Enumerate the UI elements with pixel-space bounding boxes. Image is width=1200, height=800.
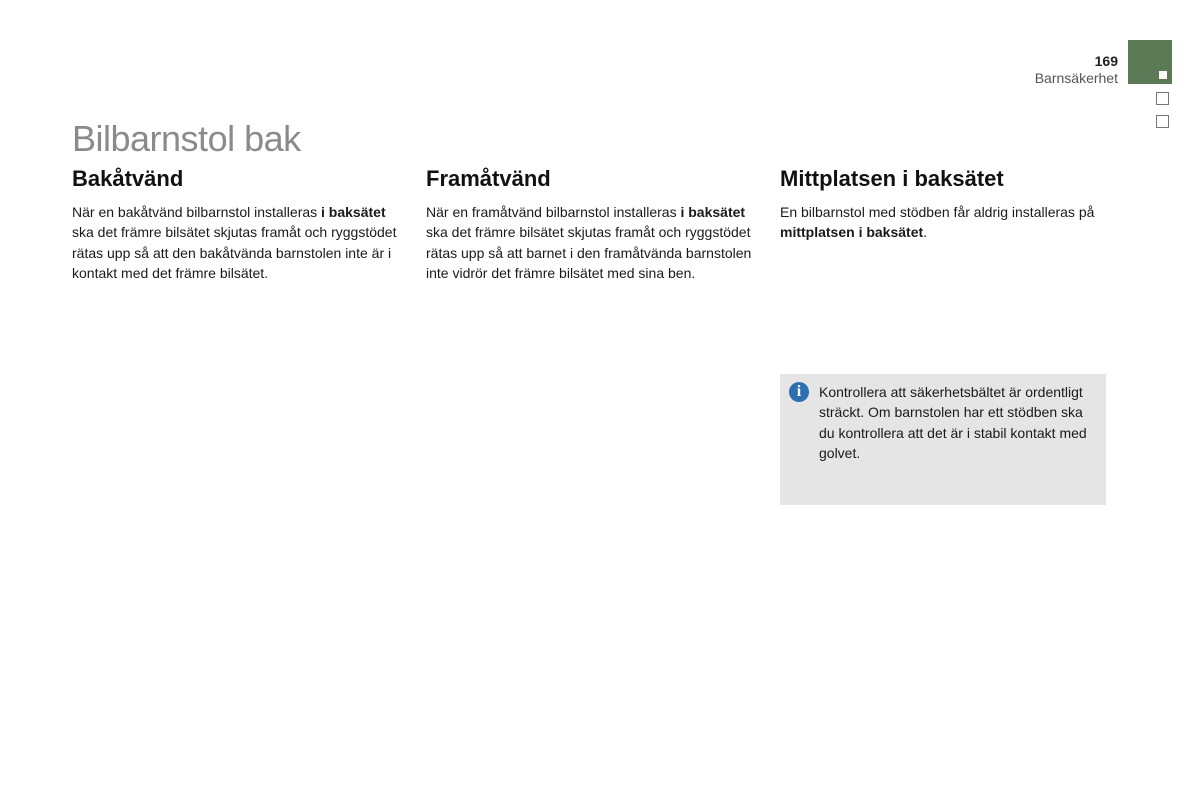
- column-forward-facing: [426, 166, 756, 284]
- bold-emphasis: i baksätet: [321, 204, 386, 220]
- column-heading: Framåtvänd: [426, 166, 551, 191]
- page-title: Bilbarnstol bak: [72, 118, 301, 159]
- info-box: [780, 374, 1106, 505]
- bold-emphasis: i baksätet: [680, 204, 746, 220]
- section-label: Barnsäkerhet: [1034, 70, 1118, 86]
- bold-emphasis: mittplatsen i baksätet: [780, 224, 924, 241]
- info-text: Kontrollera att säkerhetsbältet är ordentligt sträckt. Om barnstolen har ett stödben ska du kontrollera att det är i stabil kontakt med golvet.: [819, 384, 1087, 462]
- column-heading: Mittplatsen i baksätet: [780, 166, 1004, 191]
- column-text: När en bakåtvänd bilbarnstol installeras i baksätet ska det främre bilsätet skjutas framåt och ryggstödet rätas upp så att den bakåtvända barnstolen inte är i kontakt med det främre bilsätet.: [72, 204, 397, 282]
- column-text: En bilbarnstol med stödben får aldrig installeras på mittplatsen i baksätet.: [780, 204, 1095, 241]
- column-rear-facing: [72, 166, 402, 284]
- page-number: 169: [1094, 53, 1118, 69]
- chapter-tab-square-icon: [1156, 92, 1169, 105]
- chapter-tab-square-icon: [1156, 115, 1169, 128]
- column-middle-seat: [780, 166, 1110, 243]
- column-heading: Bakåtvänd: [72, 166, 184, 191]
- info-icon: i: [789, 382, 809, 402]
- active-tab-square-icon: [1159, 71, 1167, 79]
- column-text: När en framåtvänd bilbarnstol installeras i baksätet ska det främre bilsätet skjutas framåt och ryggstödet rätas upp så att barnet i den framåtvända barnstolen inte vidrör det främre bilsätet med sina ben.: [426, 204, 752, 282]
- chapter-tab-active: [1128, 40, 1172, 84]
